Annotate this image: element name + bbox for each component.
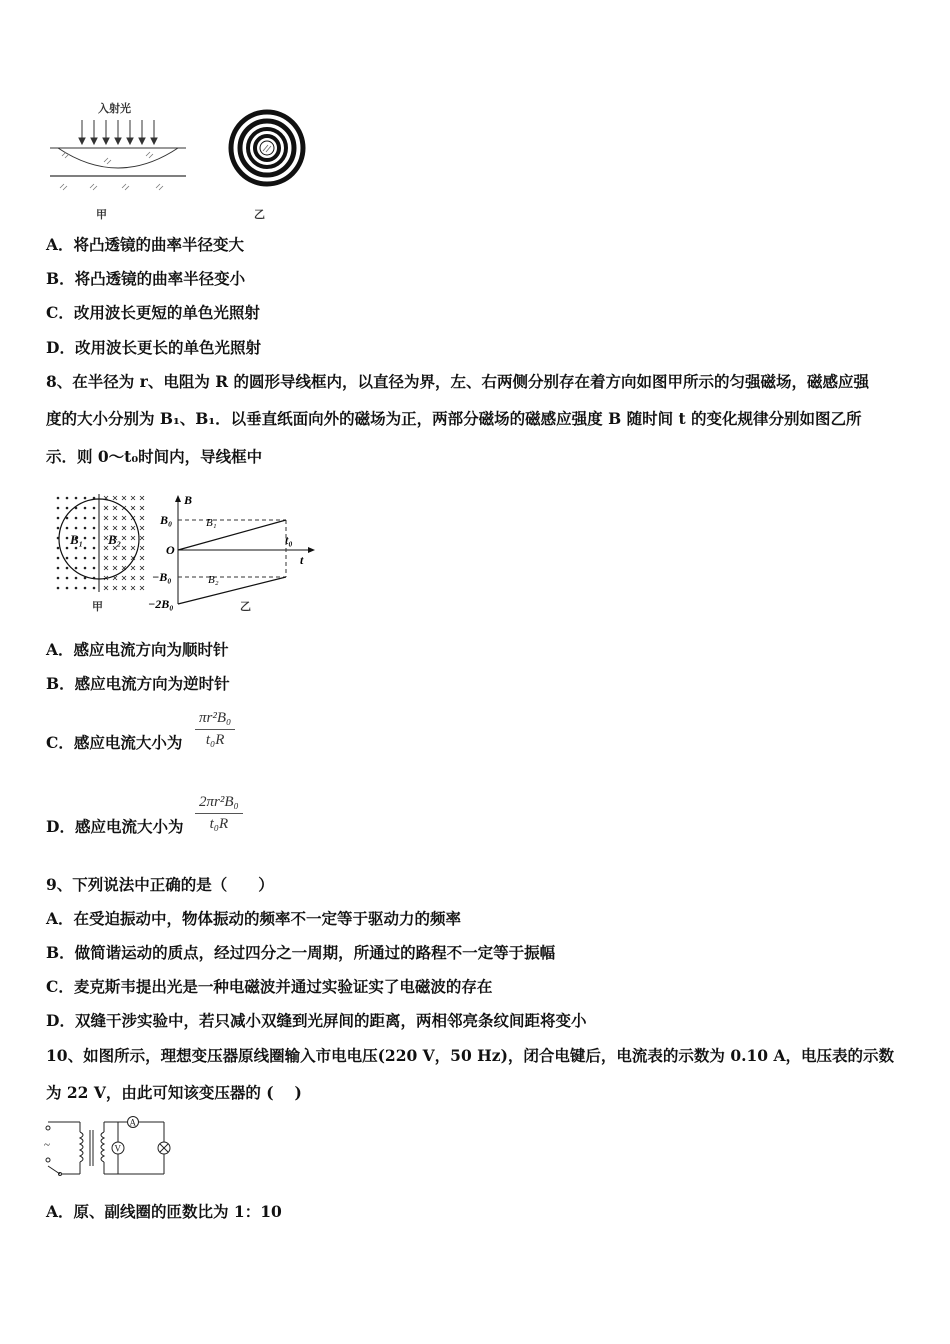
- q9-option-c[interactable]: [46, 976, 492, 998]
- lamp-icon: [158, 1142, 170, 1154]
- q10-stem-line-2: 为 22 V，由此可知该变压器的 ( ): [46, 1083, 302, 1102]
- q8-figure-jia-caption: 甲: [92, 600, 103, 613]
- tick-b0: B₀: [160, 513, 173, 527]
- tick-t0: t₀: [285, 533, 293, 547]
- option-letter: B．: [46, 269, 75, 288]
- fraction-numerator: πr²B₀: [199, 710, 232, 726]
- tick-neg-b0: −B₀: [152, 570, 172, 584]
- figure-yi-caption: 乙: [254, 208, 265, 221]
- convex-lens: [58, 148, 178, 168]
- option-letter: D．: [46, 817, 75, 836]
- option-text: 做简谐运动的质点，经过四分之一周期，所通过的路程不一定等于振幅: [74, 943, 556, 962]
- q8-figure-jia: [52, 492, 152, 614]
- q8-option-b[interactable]: [46, 673, 230, 695]
- q8-figure-yi-caption: 乙: [240, 600, 251, 613]
- option-letter: A．: [46, 640, 74, 659]
- option-letter: B．: [46, 674, 75, 693]
- q8-stem-line-1: 8、在半径为 r、电阻为 R 的圆形导线框内，以直径为界，左、右两侧分别存在着方向如图甲所示的匀强磁场，磁感应强: [46, 372, 870, 391]
- axis-t-label: t: [300, 553, 304, 567]
- q9-option-d[interactable]: [46, 1010, 586, 1032]
- q8-figure-yi: [148, 492, 320, 616]
- q7-option-c[interactable]: [46, 302, 260, 324]
- fraction-denominator: t₀R: [209, 816, 229, 832]
- b1-line-label: B₁: [206, 517, 217, 529]
- fraction-numerator: 2πr²B₀: [199, 794, 239, 810]
- axis-b-label: B: [184, 493, 193, 507]
- option-text: 感应电流大小为: [74, 817, 184, 836]
- option-letter: D．: [46, 1011, 75, 1030]
- option-letter: A．: [46, 235, 74, 254]
- b1-region-label: B₁: [70, 532, 84, 547]
- option-text: 将凸透镜的曲率半径变小: [74, 269, 246, 288]
- option-letter: A．: [46, 909, 74, 928]
- b2-region-label: B₂: [108, 532, 122, 547]
- q9-stem: 9、下列说法中正确的是（ ）: [46, 875, 274, 894]
- q9-option-b[interactable]: [46, 942, 555, 964]
- b2-line-label: B₂: [208, 574, 219, 586]
- option-letter: B．: [46, 943, 75, 962]
- b2-curve: [178, 577, 286, 604]
- option-text: 改用波长更短的单色光照射: [73, 303, 260, 322]
- q8-stem-line-2: 度的大小分别为 B₁、B₁．以垂直纸面向外的磁场为正，两部分磁场的磁感应强度 B 随时间 t 的变化规律分别如图乙所: [46, 409, 862, 428]
- option-text: 感应电流大小为: [73, 733, 183, 752]
- option-text: 在受迫振动中，物体振动的频率不一定等于驱动力的频率: [73, 909, 462, 928]
- option-letter: C．: [46, 733, 74, 752]
- incident-light-label: 入射光: [98, 102, 131, 115]
- option-letter: C．: [46, 303, 74, 322]
- q9-option-a[interactable]: [46, 908, 461, 930]
- option-letter: D．: [46, 338, 75, 357]
- option-text: 改用波长更长的单色光照射: [74, 338, 261, 357]
- figure-jia-caption: 甲: [96, 208, 107, 221]
- q8-option-d-fraction: [195, 794, 243, 833]
- q8-stem-line-3: 示．则 0～t₀时间内，导线框中: [46, 447, 263, 466]
- option-text: 感应电流方向为逆时针: [74, 674, 230, 693]
- option-text: 将凸透镜的曲率半径变大: [73, 235, 245, 254]
- q8-option-d[interactable]: [46, 816, 183, 838]
- option-letter: C．: [46, 977, 74, 996]
- q7-option-b[interactable]: [46, 268, 245, 290]
- option-text: 原、副线圈的匝数比为 1：10: [73, 1202, 282, 1221]
- q8-option-c[interactable]: [46, 732, 182, 754]
- q10-circuit-diagram: [42, 1114, 172, 1182]
- origin-label: O: [166, 543, 175, 557]
- fraction-denominator: t₀R: [205, 732, 225, 748]
- option-letter: A．: [46, 1202, 74, 1221]
- tick-neg-2b0: −2B₀: [148, 597, 174, 611]
- q7-figure-yi: [222, 106, 312, 224]
- q7-option-d[interactable]: [46, 337, 261, 359]
- q7-option-a[interactable]: [46, 234, 244, 256]
- q8-option-c-fraction: [195, 710, 235, 749]
- q10-option-a[interactable]: [46, 1201, 282, 1223]
- voltmeter-label: V: [114, 1143, 121, 1154]
- b1-curve: [178, 520, 286, 550]
- ac-source-symbol: ~: [44, 1139, 50, 1151]
- q8-option-a[interactable]: [46, 639, 229, 661]
- option-text: 感应电流方向为顺时针: [73, 640, 229, 659]
- ammeter-label: A: [129, 1117, 136, 1128]
- option-text: 麦克斯韦提出光是一种电磁波并通过实验证实了电磁波的存在: [73, 977, 493, 996]
- option-text: 双缝干涉实验中，若只减小双缝到光屏间的距离，两相邻亮条纹间距将变小: [74, 1011, 587, 1030]
- q10-stem-line-1: 10、如图所示，理想变压器原线圈输入市电电压(220 V，50 Hz)，闭合电键后，电流表的示数为 0.10 A，电压表的示数: [46, 1046, 894, 1065]
- q7-figure-jia: [46, 96, 191, 224]
- incident-light-arrows: [79, 120, 157, 144]
